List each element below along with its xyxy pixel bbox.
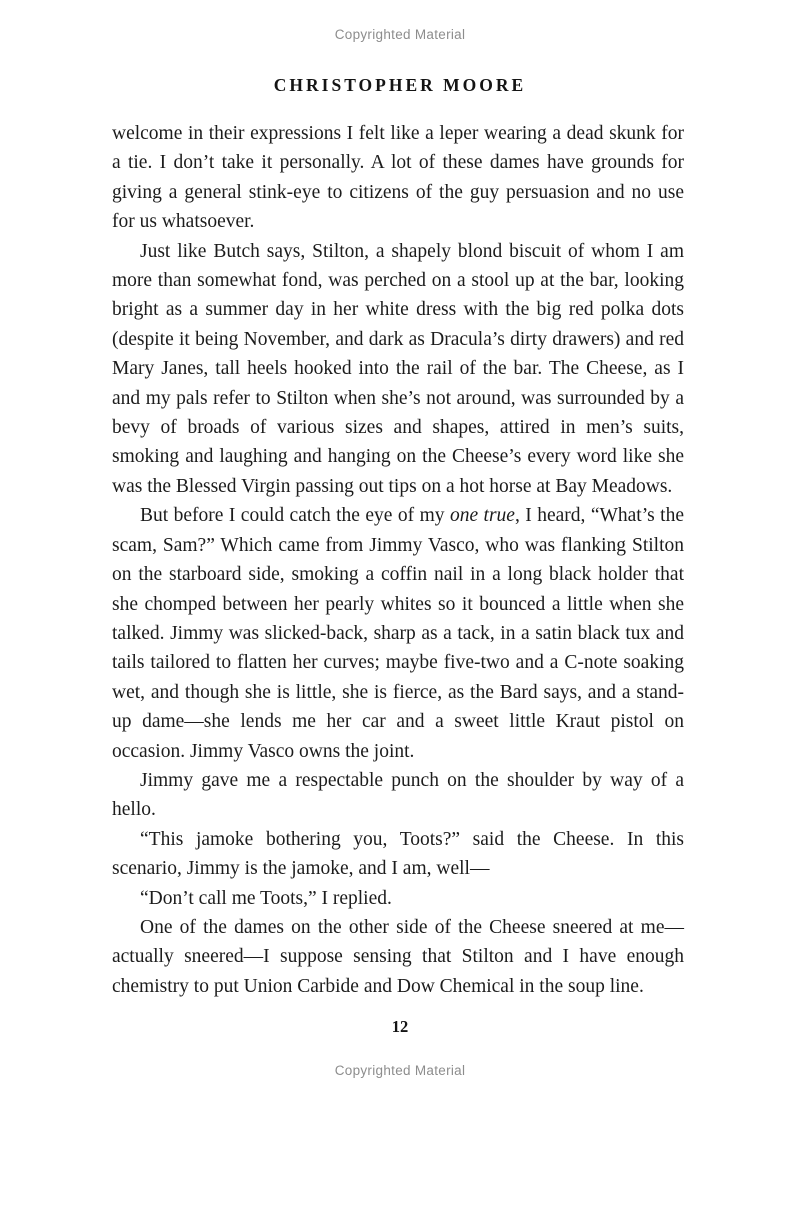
text-run: Jimmy gave me a respectable punch on the shoulder by way of a hello. bbox=[112, 769, 684, 821]
text-run: “Don’t call me Toots,” I replied. bbox=[140, 887, 392, 909]
text-run: Just like Butch says, Stilton, a shapely blond biscuit of whom I am more than somewhat fond, was perched on a stool up at the bar, looking bright as a summer day in her white dress with the big red polka dots (despite it being November, and dark as Dracula’s dirty drawers) and red Mary Janes, tall heels hooked into the rail of the bar. The Cheese, as I and my pals refer to Stilton when she’s not around, was surrounded by a bevy of broads of various sizes and shapes, attired in men’s suits, smoking and laughing and hanging on the Cheese’s every word like she was the Blessed Virgin passing out tips on a hot horse at Bay Meadows. bbox=[112, 240, 684, 497]
paragraph bbox=[112, 119, 684, 237]
text-run: welcome in their expressions I felt like a leper wearing a dead skunk for a tie. I don’t take it personally. A lot of these dames have grounds for giving a general stink-eye to citizens of the guy persuasion and no use for us whatsoever. bbox=[112, 123, 684, 233]
copyright-notice-bottom: Copyrighted Material bbox=[334, 1063, 466, 1079]
paragraph bbox=[112, 825, 684, 884]
copyright-notice-top: Copyrighted Material bbox=[334, 27, 466, 42]
paragraph bbox=[112, 501, 684, 766]
paragraph bbox=[112, 237, 684, 502]
text-run: But before I could catch the eye of my bbox=[140, 505, 450, 527]
page-number: 12 bbox=[391, 1017, 409, 1037]
paragraph bbox=[112, 766, 684, 825]
paragraph bbox=[112, 884, 684, 913]
italic-text-run: one true bbox=[449, 505, 515, 527]
running-header-author: CHRISTOPHER MOORE bbox=[273, 75, 527, 95]
paragraph bbox=[112, 913, 684, 1001]
body-text bbox=[112, 119, 684, 1001]
text-run: One of the dames on the other side of the Cheese sneered at me—actually sneered—I suppose sensing that Stilton and I have enough chemistry to put Union Carbide and Dow Chemical in the soup line. bbox=[112, 916, 684, 997]
text-run: “This jamoke bothering you, Toots?” said the Cheese. In this scenario, Jimmy is the jamoke, and I am, well— bbox=[112, 828, 684, 880]
text-run: , I heard, “What’s the scam, Sam?” Which came from Jimmy Vasco, who was flanking Stilton on the starboard side, smoking a coffin nail in a long black holder that she chomped between her pearly whites so it bounced a little when she talked. Jimmy was slicked-back, sharp as a tack, in a satin black tux and tails tailored to flatten her curves; maybe five-two and a C-note soaking wet, and though she is little, she is fierce, as the Bard says, and a stand-up dame—she lends me her car and a sweet little Kraut pistol on occasion. Jimmy Vasco owns the joint. bbox=[112, 505, 684, 762]
